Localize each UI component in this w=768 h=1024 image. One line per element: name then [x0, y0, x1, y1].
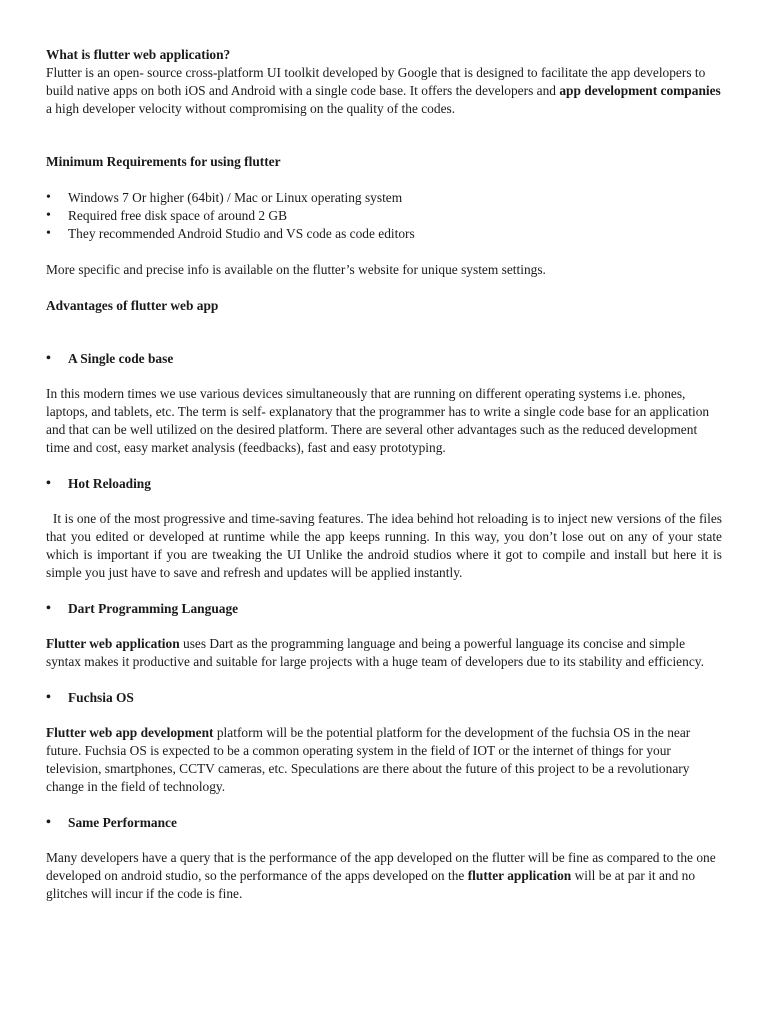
flutter-web-application-link: Flutter web application [46, 636, 180, 651]
dart-heading: • Dart Programming Language [46, 600, 722, 618]
intro-text-part-2: a high developer velocity without compromising on the quality of the codes. [46, 101, 456, 116]
intro-title: What is flutter web application? [46, 47, 231, 62]
fuchsia-heading: • Fuchsia OS [46, 689, 722, 707]
performance-text-part-1: Many developers have a query that is the performance of the app developed on the flutter will be fine as compared to the one developed on android studio, so the performance of the apps developed on the [46, 850, 716, 883]
app-development-companies-link: app development companies [559, 83, 721, 98]
requirements-note: More specific and precise info is available on the flutter’s website for unique system settings. [46, 262, 546, 277]
advantages-title: Advantages of flutter web app [46, 298, 219, 313]
dart-text: uses Dart as the programming language and being a powerful language its concise and simple syntax makes it productive and suitable for large projects with a huge team of developers due to its stability and efficiency. [46, 636, 704, 669]
requirements-title: Minimum Requirements for using flutter [46, 154, 281, 169]
performance-heading: • Same Performance [46, 814, 722, 832]
requirement-item: • Windows 7 Or higher (64bit) / Mac or Linux operating system [46, 189, 722, 207]
single-code-base-paragraph: In this modern times we use various devices simultaneously that are running on different operating systems i.e. phones, laptops, and tablets, etc. The term is self- explanatory that the programmer has to write a single code base for an application and that can be well utilized on the desired platform. There are several other advantages such as the reduced development time and cost, easy market analysis (feedbacks), fast and easy prototyping. [46, 386, 710, 455]
fuchsia-paragraph [46, 724, 722, 796]
intro-text-part-1: Flutter is an open- source cross-platform UI toolkit developed by Google that is designed to facilitate the app developers to build native apps on both iOS and Android with a single code base. It offers the developers and [46, 65, 706, 98]
document-page [46, 46, 722, 903]
requirements-list [46, 189, 722, 243]
hot-reloading-text: It is one of the most progressive and time-saving features. The idea behind hot reloading is to inject new versions of the files that you edited or developed at runtime while the app keeps running. In this way, you don’t lose out on any of your state which is important if you are tweaking the UI Unlike the android studios where it got to compile and install but here it is simple you just have to save and refresh and updates will be applied instantly. [46, 511, 722, 580]
flutter-application-link: flutter application [467, 868, 572, 883]
requirement-item: • Required free disk space of around 2 GB [46, 207, 722, 225]
intro-paragraph [46, 64, 722, 118]
flutter-web-app-development-link: Flutter web app development [46, 725, 214, 740]
dart-paragraph [46, 635, 722, 671]
fuchsia-text: platform will be the potential platform for the development of the fuchsia OS in the near future. Fuchsia OS is expected to be a common operating system in the field of IOT or the internet of things for your television, smartphones, CCTV cameras, etc. Speculations are there about the future of this project to be a revolutionary change in the field of technology. [46, 725, 691, 794]
requirement-item: • They recommended Android Studio and VS code as code editors [46, 225, 722, 243]
performance-text-part-2: will be at par it and no glitches will incur if the code is fine. [46, 868, 696, 901]
hot-reloading-paragraph [46, 510, 722, 582]
single-code-base-heading: • A Single code base [46, 350, 722, 368]
hot-reloading-heading: • Hot Reloading [46, 475, 722, 493]
performance-paragraph [46, 849, 722, 903]
